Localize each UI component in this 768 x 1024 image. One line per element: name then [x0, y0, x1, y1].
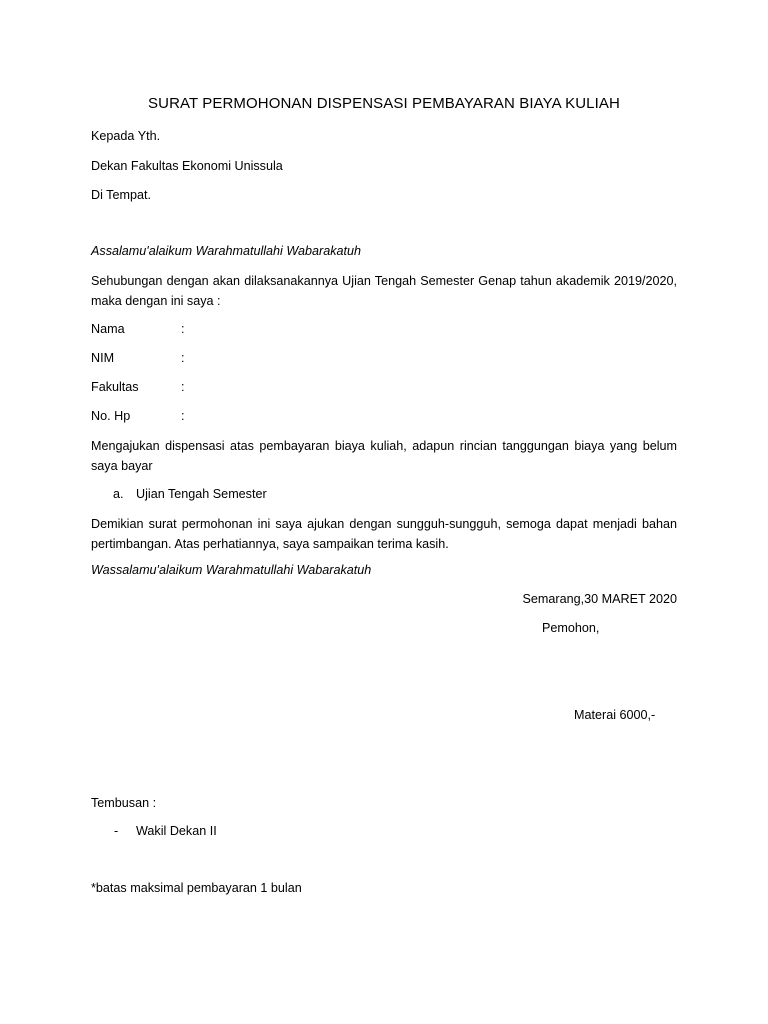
letter-title: SURAT PERMOHONAN DISPENSASI PEMBAYARAN BIAYA KULIAH: [148, 95, 620, 112]
field-colon: :: [181, 409, 185, 423]
place-date: Semarang,30 MARET 2020: [522, 592, 677, 606]
field-label-nama: Nama: [91, 322, 125, 336]
field-label-no-hp: No. Hp: [91, 409, 131, 423]
field-label-fakultas: Fakultas: [91, 380, 139, 394]
farewell: Wassalamu'alaikum Warahmatullahi Wabarakatuh: [91, 563, 372, 577]
greeting: Assalamu'alaikum Warahmatullahi Wabarakatuh: [91, 244, 362, 258]
recipient-line-3: Di Tempat.: [91, 188, 151, 202]
intro-paragraph: Sehubungan dengan akan dilaksanakannya Ujian Tengah Semester Genap tahun akademik 2019/2020, maka dengan ini saya :: [91, 274, 677, 308]
applicant-label: Pemohon,: [542, 621, 600, 635]
recipient-line-2: Dekan Fakultas Ekonomi Unissula: [91, 159, 283, 173]
recipient-line-1: Kepada Yth.: [91, 129, 161, 143]
list-marker: a.: [113, 487, 124, 501]
field-label-nim: NIM: [91, 351, 115, 365]
stamp-note: Materai 6000,-: [574, 708, 656, 722]
list-item: Ujian Tengah Semester: [136, 487, 267, 501]
closing-paragraph: Demikian surat permohonan ini saya ajukan dengan sungguh-sungguh, semoga dapat menjadi bahan pertimbangan. Atas perhatiannya, saya sampaikan terima kasih.: [91, 517, 677, 551]
cc-item: Wakil Dekan II: [136, 824, 217, 838]
cc-marker: -: [114, 824, 119, 838]
field-colon: :: [181, 322, 185, 336]
field-colon: :: [181, 351, 185, 365]
request-paragraph: Mengajukan dispensasi atas pembayaran biaya kuliah, adapun rincian tanggungan biaya yang belum saya bayar: [91, 439, 677, 473]
cc-label: Tembusan :: [91, 796, 157, 810]
footnote: *batas maksimal pembayaran 1 bulan: [91, 881, 302, 895]
field-colon: :: [181, 380, 185, 394]
